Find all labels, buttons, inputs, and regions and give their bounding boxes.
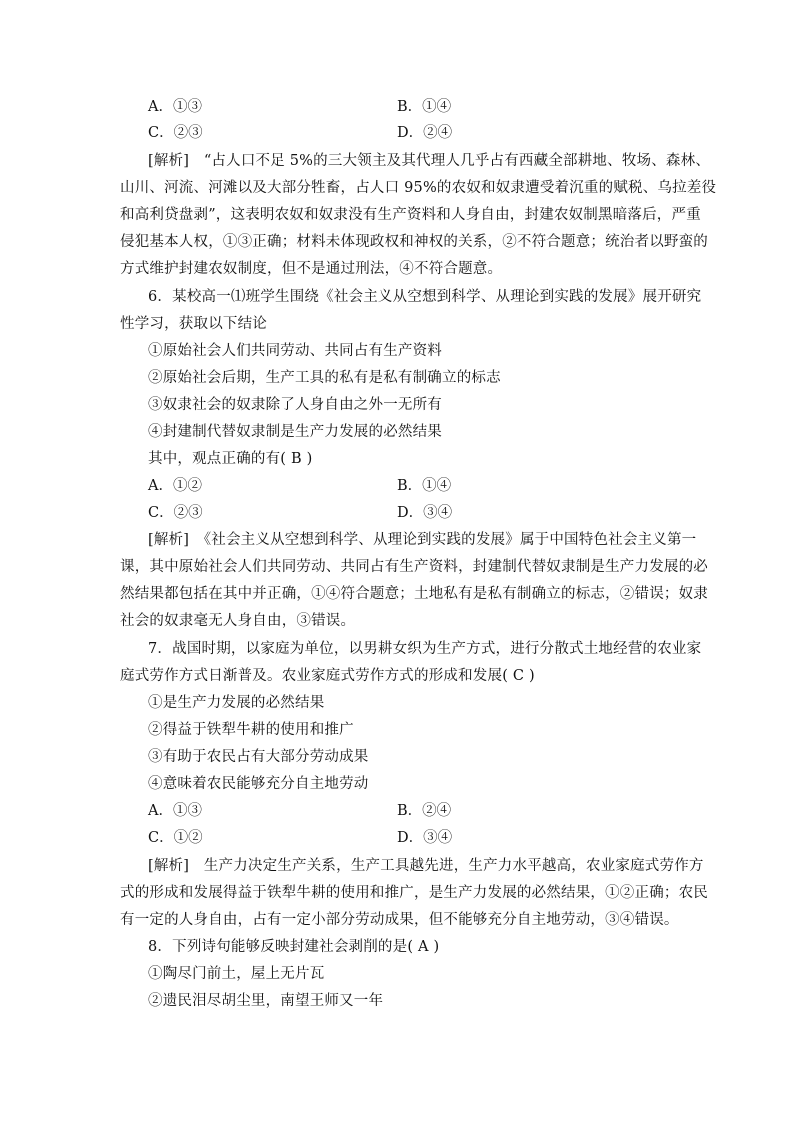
statement-3: ③有助于农民占有大部分劳动成果 bbox=[148, 749, 369, 765]
option-b: B．②④ bbox=[397, 803, 452, 819]
analysis-line: [解析] 生产力决定生产关系，生产工具越先进，生产力水平越高，农业家庭式劳作方 bbox=[148, 858, 704, 874]
question-7-stem: 7．战国时期，以家庭为单位，以男耕女织为生产方式，进行分散式土地经营的农业家 bbox=[148, 641, 702, 657]
option-c: C．②③ bbox=[148, 505, 203, 521]
statement-4: ④封建制代替奴隶制是生产力发展的必然结果 bbox=[148, 424, 442, 440]
statement-3: ③奴隶社会的奴隶除了人身自由之外一无所有 bbox=[148, 397, 442, 413]
option-c: C．①② bbox=[148, 830, 203, 846]
analysis-line: 侵犯基本人权，①③正确；材料未体现政权和神权的关系，②不符合题意；统治者以野蛮的 bbox=[120, 234, 708, 250]
statement-2: ②得益于铁犁牛耕的使用和推广 bbox=[148, 722, 354, 738]
question-6-prompt: 其中，观点正确的有( B ) bbox=[148, 451, 313, 467]
option-b: B．①④ bbox=[397, 478, 452, 494]
question-7-stem: 庭式劳作方式日渐普及。农业家庭式劳作方式的形成和发展( C ) bbox=[120, 668, 535, 684]
option-c: C．②③ bbox=[148, 125, 203, 141]
analysis-line: 和高利贷盘剥”，这表明农奴和奴隶没有生产资料和人身自由，封建农奴制黑暗落后，严重 bbox=[120, 207, 701, 223]
statement-1: ①是生产力发展的必然结果 bbox=[148, 695, 325, 711]
statement-2: ②原始社会后期，生产工具的私有是私有制确立的标志 bbox=[148, 370, 501, 386]
analysis-line: [解析] 《社会主义从空想到科学、从理论到实践的发展》属于中国特色社会主义第一 bbox=[148, 532, 697, 548]
question-6-stem: 性学习，获取以下结论 bbox=[120, 316, 267, 332]
analysis-line: 然结果都包括在其中并正确，①④符合题意；土地私有是私有制确立的标志，②错误；奴隶 bbox=[120, 586, 708, 602]
option-a: A．①③ bbox=[148, 803, 202, 819]
statement-1: ①原始社会人们共同劳动、共同占有生产资料 bbox=[148, 343, 442, 359]
analysis-line: 课，其中原始社会人们共同劳动、共同占有生产资料，封建制代替奴隶制是生产力发展的必 bbox=[120, 559, 708, 575]
option-d: D．②④ bbox=[397, 125, 453, 141]
option-d: D．③④ bbox=[397, 505, 453, 521]
statement-4: ④意味着农民能够充分自主地劳动 bbox=[148, 776, 369, 792]
analysis-line: 有一定的人身自由，占有一定小部分劳动成果，但不能够充分自主地劳动，③④错误。 bbox=[120, 912, 679, 928]
question-8-stem: 8．下列诗句能够反映封建社会剥削的是( A ) bbox=[148, 939, 440, 955]
analysis-line: 方式维护封建农奴制度，但不是通过刑法，④不符合题意。 bbox=[120, 261, 503, 277]
question-6-stem: 6．某校高一⑴班学生围绕《社会主义从空想到科学、从理论到实践的发展》展开研究 bbox=[148, 289, 702, 305]
analysis-line: [解析] “占人口不足 5%的三大领主及其代理人几乎占有西藏全部耕地、牧场、森林、 bbox=[148, 153, 711, 169]
option-b: B．①④ bbox=[397, 99, 452, 115]
statement-1: ①陶尽门前土，屋上无片瓦 bbox=[148, 966, 325, 982]
statement-2: ②遗民泪尽胡尘里，南望王师又一年 bbox=[148, 993, 384, 1009]
option-a: A．①③ bbox=[148, 99, 202, 115]
option-a: A．①② bbox=[148, 478, 202, 494]
analysis-line: 山川、河流、河滩以及大部分牲畜，占人口 95%的农奴和奴隶遭受着沉重的赋税、乌拉差役 bbox=[120, 180, 717, 196]
analysis-line: 式的形成和发展得益于铁犁牛耕的使用和推广，是生产力发展的必然结果，①②正确；农民 bbox=[120, 885, 708, 901]
analysis-line: 社会的奴隶毫无人身自由，③错误。 bbox=[120, 613, 356, 629]
option-d: D．③④ bbox=[397, 830, 453, 846]
